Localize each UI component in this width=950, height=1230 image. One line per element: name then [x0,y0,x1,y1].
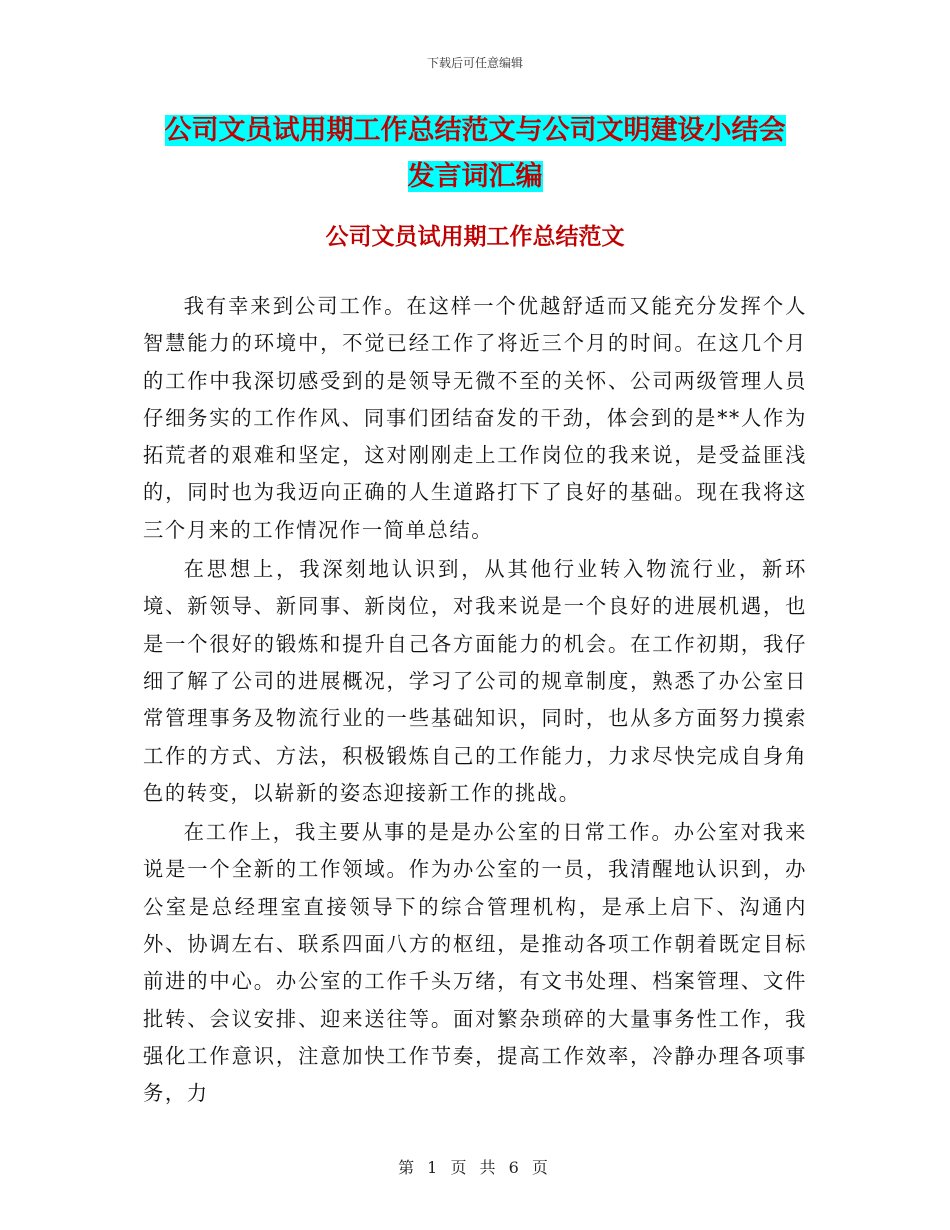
body-text [143,288,807,1115]
main-title-line2: 发言词汇编 [407,161,543,192]
main-title-line1: 公司文员试用期工作总结范文与公司文明建设小结会 [164,115,786,146]
paragraph: 在思想上，我深刻地认识到，从其他行业转入物流行业，新环境、新领导、新同事、新岗位，对我来说是一个良好的进展机遇，也是一个很好的锻炼和提升自己各方面能力的机会。在工作初期，我仔细了解了公司的进展概况，学习了公司的规章制度，熟悉了办公室日常管理事务及物流行业的一些基础知识，同时，也从多方面努力摸索工作的方式、方法，积极锻炼自己的工作能力，力求尽快完成自身角色的转变，以崭新的姿态迎接新工作的挑战。 [143,557,807,805]
section-title: 公司文员试用期工作总结范文 [325,224,625,250]
paragraph: 我有幸来到公司工作。在这样一个优越舒适而又能充分发挥个人智慧能力的环境中，不觉已经工作了将近三个月的时间。在这几个月的工作中我深切感受到的是领导无微不至的关怀、公司两级管理人员仔细务实的工作作风、同事们团结奋发的干劲，体会到的是**人作为拓荒者的艰难和坚定，这对刚刚走上工作岗位的我来说，是受益匪浅的，同时也为我迈向正确的人生道路打下了良好的基础。现在我将这三个月来的工作情况作一简单总结。 [143,294,807,542]
paragraph: 在工作上，我主要从事的是是办公室的日常工作。办公室对我来说是一个全新的工作领域。作为办公室的一员，我清醒地认识到，办公室是总经理室直接领导下的综合管理机构，是承上启下、沟通内外、协调左右、联系四面八方的枢纽，是推动各项工作朝着既定目标前进的中心。办公室的工作千头万绪，有文书处理、档案管理、文件批转、会议安排、迎来送往等。面对繁杂琐碎的大量事务性工作，我强化工作意识，注意加快工作节奏，提高工作效率，冷静办理各项事务，力 [143,820,807,1106]
page-footer: 第 1 页 共 6 页 [398,1158,552,1177]
main-title [140,108,810,200]
header-note: 下载后可任意编辑 [426,56,523,70]
